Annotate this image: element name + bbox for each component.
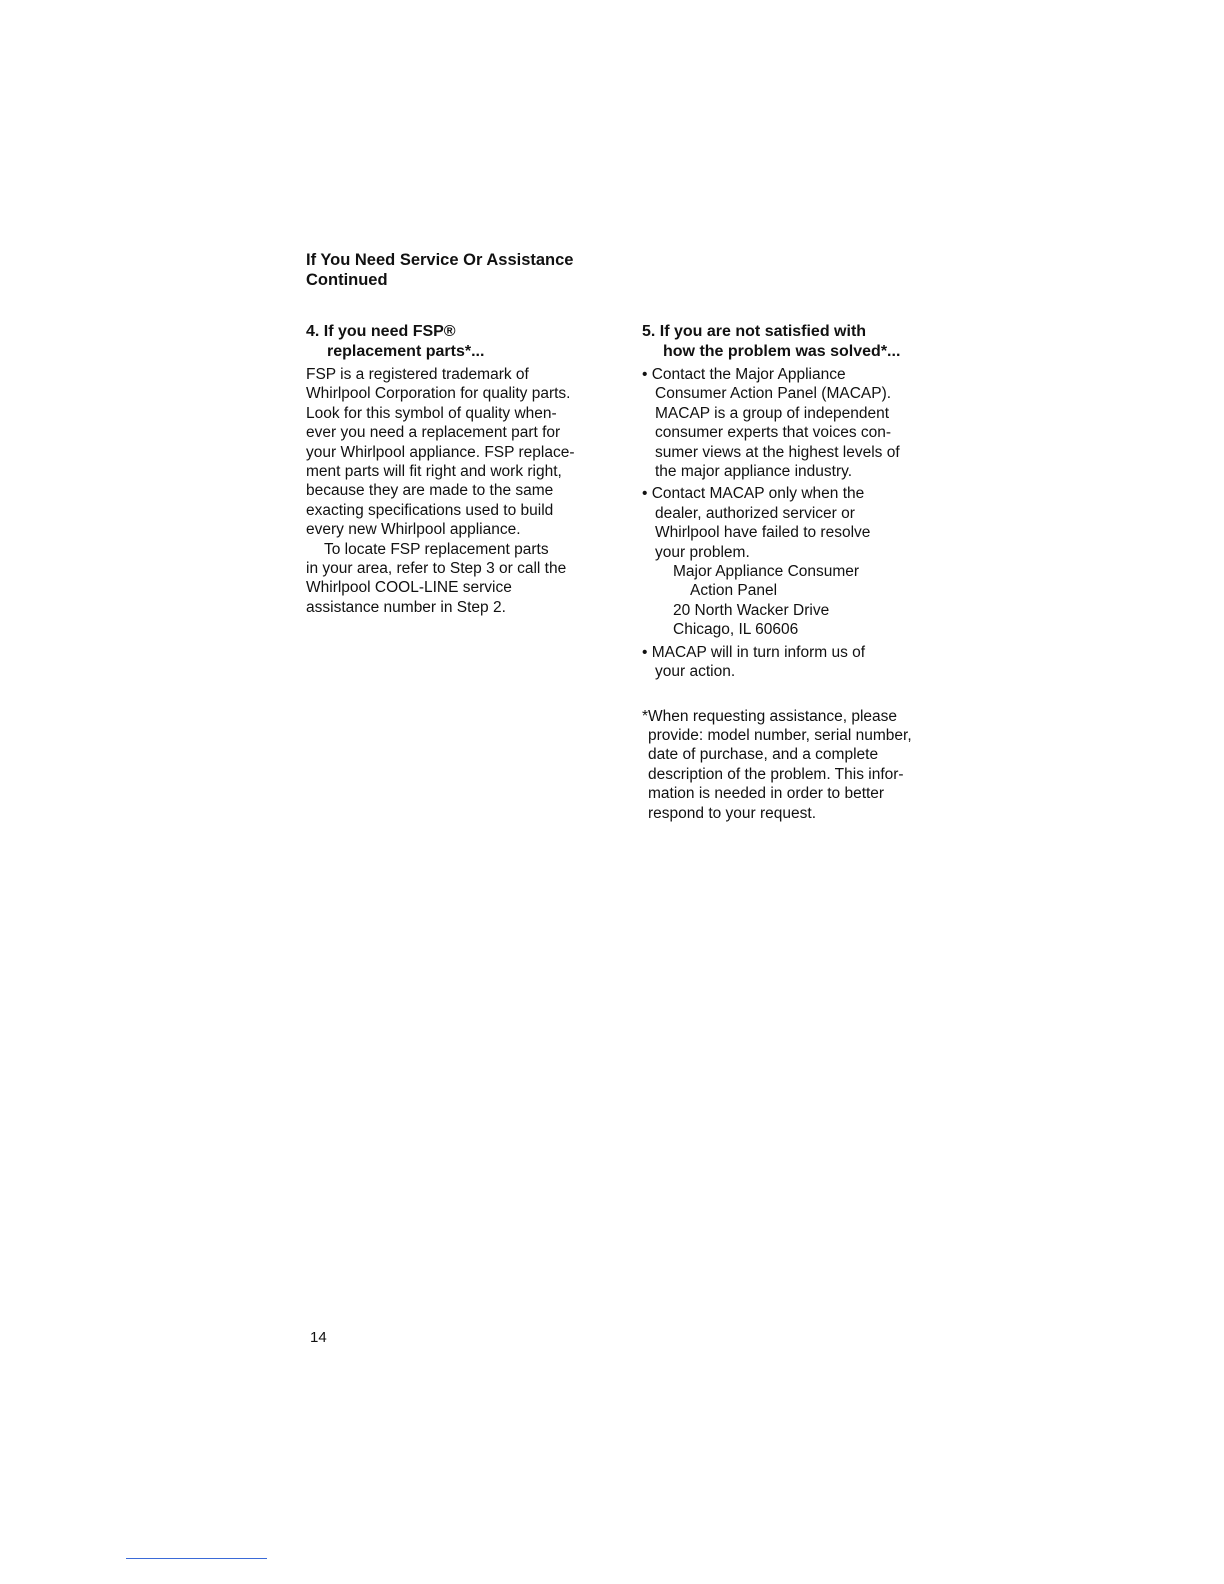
footer-rule xyxy=(126,1558,267,1559)
section-5-heading-line: how the problem was solved*... xyxy=(663,342,901,360)
text-line: in your area, refer to Step 3 or call the xyxy=(306,560,567,578)
text-line: Consumer Action Panel (MACAP). xyxy=(655,385,892,403)
address-line: Chicago, IL 60606 xyxy=(673,621,799,639)
text-line: sumer views at the highest levels of xyxy=(655,443,900,461)
text-line: assistance number in Step 2. xyxy=(306,598,506,616)
text-line: the major appliance industry. xyxy=(655,463,853,481)
bullet-item xyxy=(642,365,942,481)
text-line: ever you need a replacement part for xyxy=(306,424,561,442)
page-number: 14 xyxy=(310,1329,327,1346)
text-line: your problem. xyxy=(655,543,750,561)
page-title: If You Need Service Or Assistance xyxy=(306,251,574,269)
address-line: 20 North Wacker Drive xyxy=(673,601,830,619)
text-line: because they are made to the same xyxy=(306,482,554,500)
text-line: Whirlpool Corporation for quality parts. xyxy=(306,385,571,403)
text-line: • MACAP will in turn inform us of xyxy=(642,643,866,661)
footnote xyxy=(642,707,942,823)
text-line: To locate FSP replacement parts xyxy=(324,540,549,558)
section-4-heading-line: replacement parts*... xyxy=(327,342,485,360)
text-line: dealer, authorized servicer or xyxy=(655,504,855,522)
address-line: Action Panel xyxy=(690,582,778,600)
section-5 xyxy=(642,322,942,823)
page-header xyxy=(306,251,573,290)
text-line: *When requesting assistance, please xyxy=(642,707,898,725)
text-line: exacting specifications used to build xyxy=(306,501,554,519)
text-line: ment parts will fit right and work right, xyxy=(306,463,562,481)
text-line: consumer experts that voices con- xyxy=(655,424,892,442)
text-line: FSP is a registered trademark of xyxy=(306,366,529,383)
text-line: MACAP is a group of independent xyxy=(655,404,890,422)
section-5-heading xyxy=(642,322,942,361)
text-line: • Contact the Major Appliance xyxy=(642,366,846,383)
section-4-heading xyxy=(306,322,606,361)
section-4-paragraph-2 xyxy=(306,540,606,618)
text-line: every new Whirlpool appliance. xyxy=(306,521,521,539)
text-line: mation is needed in order to better xyxy=(648,785,885,803)
text-line: date of purchase, and a complete xyxy=(648,746,879,764)
text-line: Whirlpool COOL-LINE service xyxy=(306,579,512,597)
page-title-continued: Continued xyxy=(306,270,388,289)
text-line: your action. xyxy=(655,663,736,681)
text-line: respond to your request. xyxy=(648,804,817,822)
section-5-heading-line: 5. If you are not satisfied with xyxy=(642,323,867,340)
text-line: Whirlpool have failed to resolve xyxy=(655,524,871,542)
bullet-item xyxy=(642,643,942,682)
text-line: your Whirlpool appliance. FSP replace- xyxy=(306,443,575,461)
macap-address xyxy=(642,562,942,640)
text-line: • Contact MACAP only when the xyxy=(642,485,865,503)
text-line: provide: model number, serial number, xyxy=(648,726,912,744)
bullet-item xyxy=(642,484,942,562)
text-line: description of the problem. This infor- xyxy=(648,765,904,783)
section-4-paragraph-1 xyxy=(306,365,606,540)
section-4 xyxy=(306,322,606,617)
address-line: Major Appliance Consumer xyxy=(673,563,860,581)
section-4-heading-line: 4. If you need FSP® xyxy=(306,323,456,340)
text-line: Look for this symbol of quality when- xyxy=(306,404,557,422)
